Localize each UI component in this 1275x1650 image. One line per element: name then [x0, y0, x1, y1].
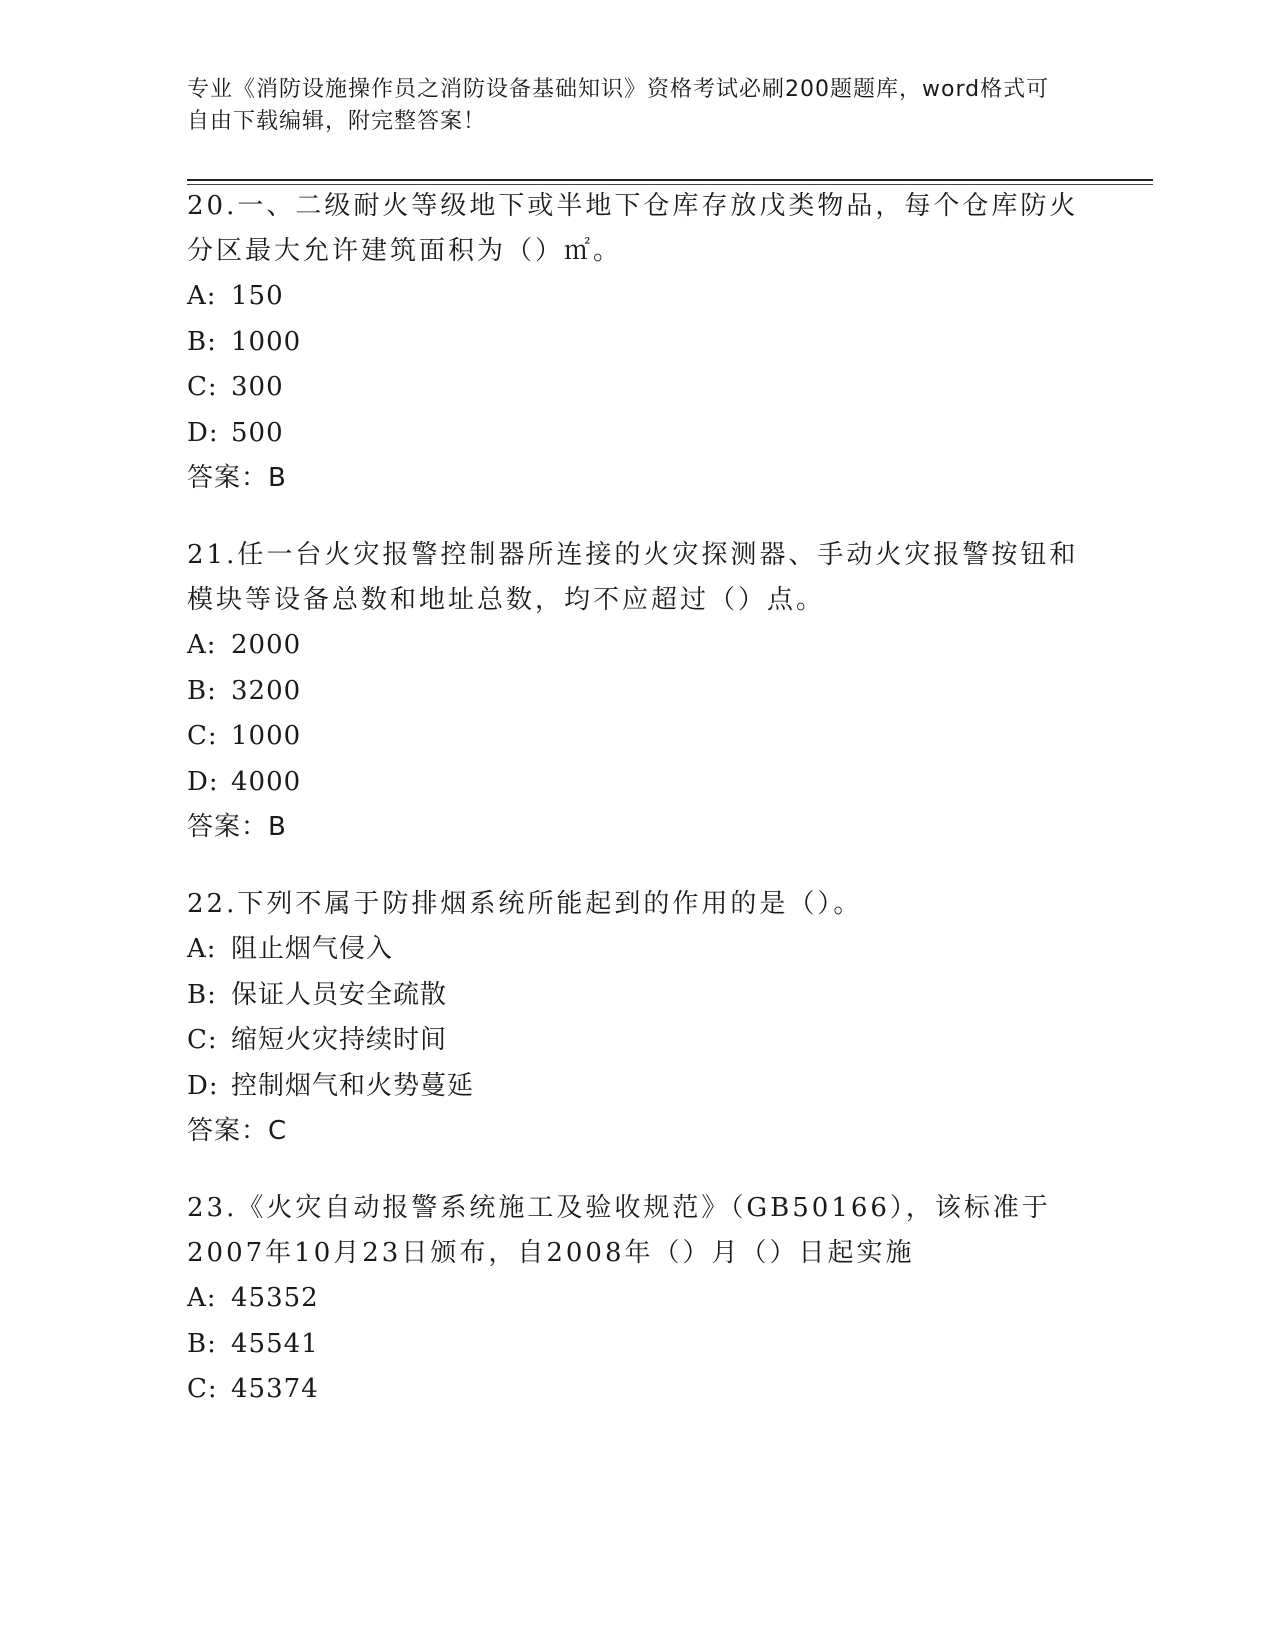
option-d — [187, 411, 1087, 457]
option-c — [187, 365, 1087, 411]
option-text: 45541 — [231, 1328, 319, 1359]
option-b — [187, 669, 1087, 715]
option-text: 150 — [231, 281, 284, 311]
option-text: 3200 — [231, 675, 302, 706]
option-letter: D: — [187, 766, 219, 797]
option-letter: B: — [187, 326, 217, 357]
header-divider-thick — [187, 179, 1153, 181]
option-text: 1000 — [231, 721, 302, 751]
question-stem: 20.一、二级耐火等级地下或半地下仓库存放戊类物品，每个仓库防火分区最大允许建筑面积为（）㎡。 — [187, 191, 1079, 266]
question-22 — [187, 882, 1087, 1153]
option-a — [187, 623, 1087, 669]
option-b — [187, 320, 1087, 366]
option-letter: C: — [187, 721, 218, 751]
option-letter: A: — [187, 1283, 217, 1313]
option-letter: C: — [187, 1374, 218, 1404]
option-letter: C: — [187, 372, 218, 402]
question-21 — [187, 533, 1087, 849]
option-text: 阻止烟气侵入 — [231, 934, 394, 964]
document-intro: 专业《消防设施操作员之消防设备基础知识》资格考试必刷200题题库，word格式可自由下载编辑，附完整答案！ — [187, 77, 1050, 134]
question-20 — [187, 184, 1087, 500]
option-letter: C: — [187, 1025, 218, 1055]
option-letter: D: — [187, 417, 219, 448]
option-letter: A: — [187, 281, 217, 311]
option-a — [187, 1276, 1087, 1322]
option-b — [187, 1322, 1087, 1368]
option-letter: A: — [187, 630, 217, 660]
question-stem: 23.《火灾自动报警系统施工及验收规范》（GB50166），该标准于2007年10月23日颁布，自2008年（）月（）日起实施 — [187, 1193, 1051, 1268]
option-text: 300 — [231, 372, 284, 402]
option-text: 控制烟气和火势蔓延 — [231, 1070, 475, 1101]
option-letter: A: — [187, 934, 217, 964]
option-c — [187, 714, 1087, 760]
option-text: 4000 — [231, 766, 302, 797]
question-23 — [187, 1186, 1087, 1413]
question-stem: 21.任一台火灾报警控制器所连接的火灾探测器、手动火灾报警按钮和模块等设备总数和地址总数，均不应超过（）点。 — [187, 540, 1079, 615]
option-text: 缩短火灾持续时间 — [231, 1025, 448, 1055]
answer-label: 答案：C — [187, 1116, 288, 1146]
option-a — [187, 274, 1087, 320]
option-letter: B: — [187, 675, 217, 706]
option-letter: B: — [187, 979, 217, 1010]
option-c — [187, 1367, 1087, 1413]
option-letter: B: — [187, 1328, 217, 1359]
answer-label: 答案：B — [187, 463, 287, 493]
option-text: 45374 — [231, 1374, 319, 1404]
option-a — [187, 927, 1087, 973]
option-b — [187, 973, 1087, 1019]
question-stem: 22.下列不属于防排烟系统所能起到的作用的是（）。 — [187, 889, 863, 919]
option-text: 1000 — [231, 326, 302, 357]
option-text: 45352 — [231, 1283, 319, 1313]
option-text: 500 — [231, 417, 284, 448]
option-text: 保证人员安全疏散 — [231, 979, 448, 1010]
option-text: 2000 — [231, 630, 302, 660]
option-c — [187, 1018, 1087, 1064]
option-d — [187, 760, 1087, 806]
option-d — [187, 1064, 1087, 1110]
option-letter: D: — [187, 1070, 219, 1101]
answer-label: 答案：B — [187, 812, 287, 842]
